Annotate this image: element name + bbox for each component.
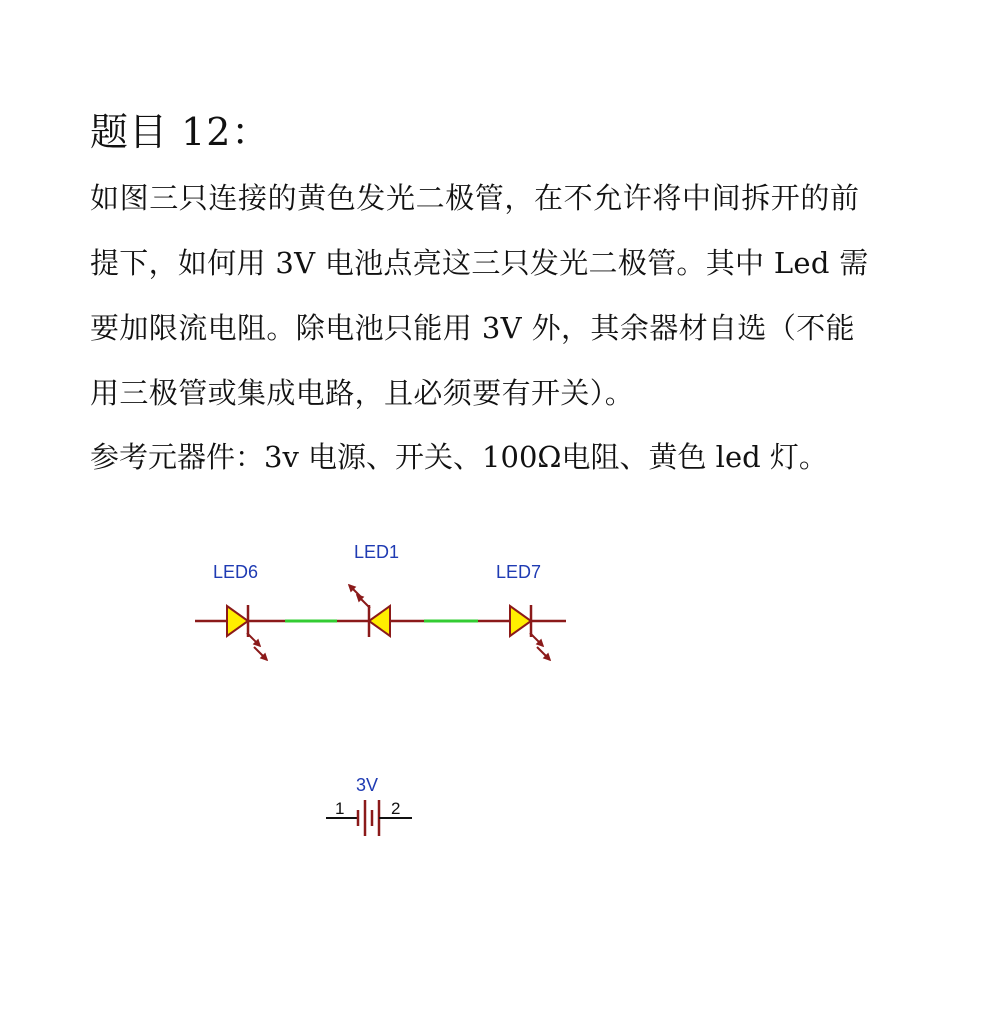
- led6-light-arrow-1: [247, 633, 260, 646]
- led7-light-arrow-2: [537, 647, 550, 660]
- led6-symbol[interactable]: [195, 562, 285, 660]
- led6-light-arrow-2: [254, 647, 267, 660]
- problem-text-line-2: 提下，如何用 3V 电池点亮这三只发光二极管。其中 Led 需: [90, 246, 869, 280]
- battery-label: 3V: [356, 775, 379, 795]
- led7-label: LED7: [496, 562, 542, 582]
- problem-text-line-4: 用三极管或集成电路，且必须要有开关）。: [90, 376, 635, 410]
- led7-light-arrow-1: [530, 633, 543, 646]
- led7-symbol[interactable]: [478, 562, 566, 660]
- problem-title: 题目 12：: [90, 110, 271, 154]
- battery-symbol[interactable]: [326, 775, 412, 836]
- led6-label: LED6: [213, 562, 259, 582]
- battery-pin-1-label: 1: [335, 799, 345, 818]
- led1-label: LED1: [354, 542, 400, 562]
- led1-symbol[interactable]: [337, 542, 424, 637]
- reference-components-line: 参考元器件：3v 电源、开关、100Ω电阻、黄色 led 灯。: [90, 440, 828, 474]
- led6-diode-triangle: [227, 606, 248, 636]
- problem-text-line-3: 要加限流电阻。除电池只能用 3V 外，其余器材自选（不能: [90, 311, 856, 345]
- problem-text-line-1: 如图三只连接的黄色发光二极管，在不允许将中间拆开的前: [90, 181, 860, 215]
- led1-light-arrow-2: [349, 585, 362, 598]
- led1-light-arrow-1: [357, 595, 370, 608]
- battery-pin-2-label: 2: [391, 799, 401, 818]
- led1-diode-triangle: [369, 606, 390, 636]
- led7-diode-triangle: [510, 606, 531, 636]
